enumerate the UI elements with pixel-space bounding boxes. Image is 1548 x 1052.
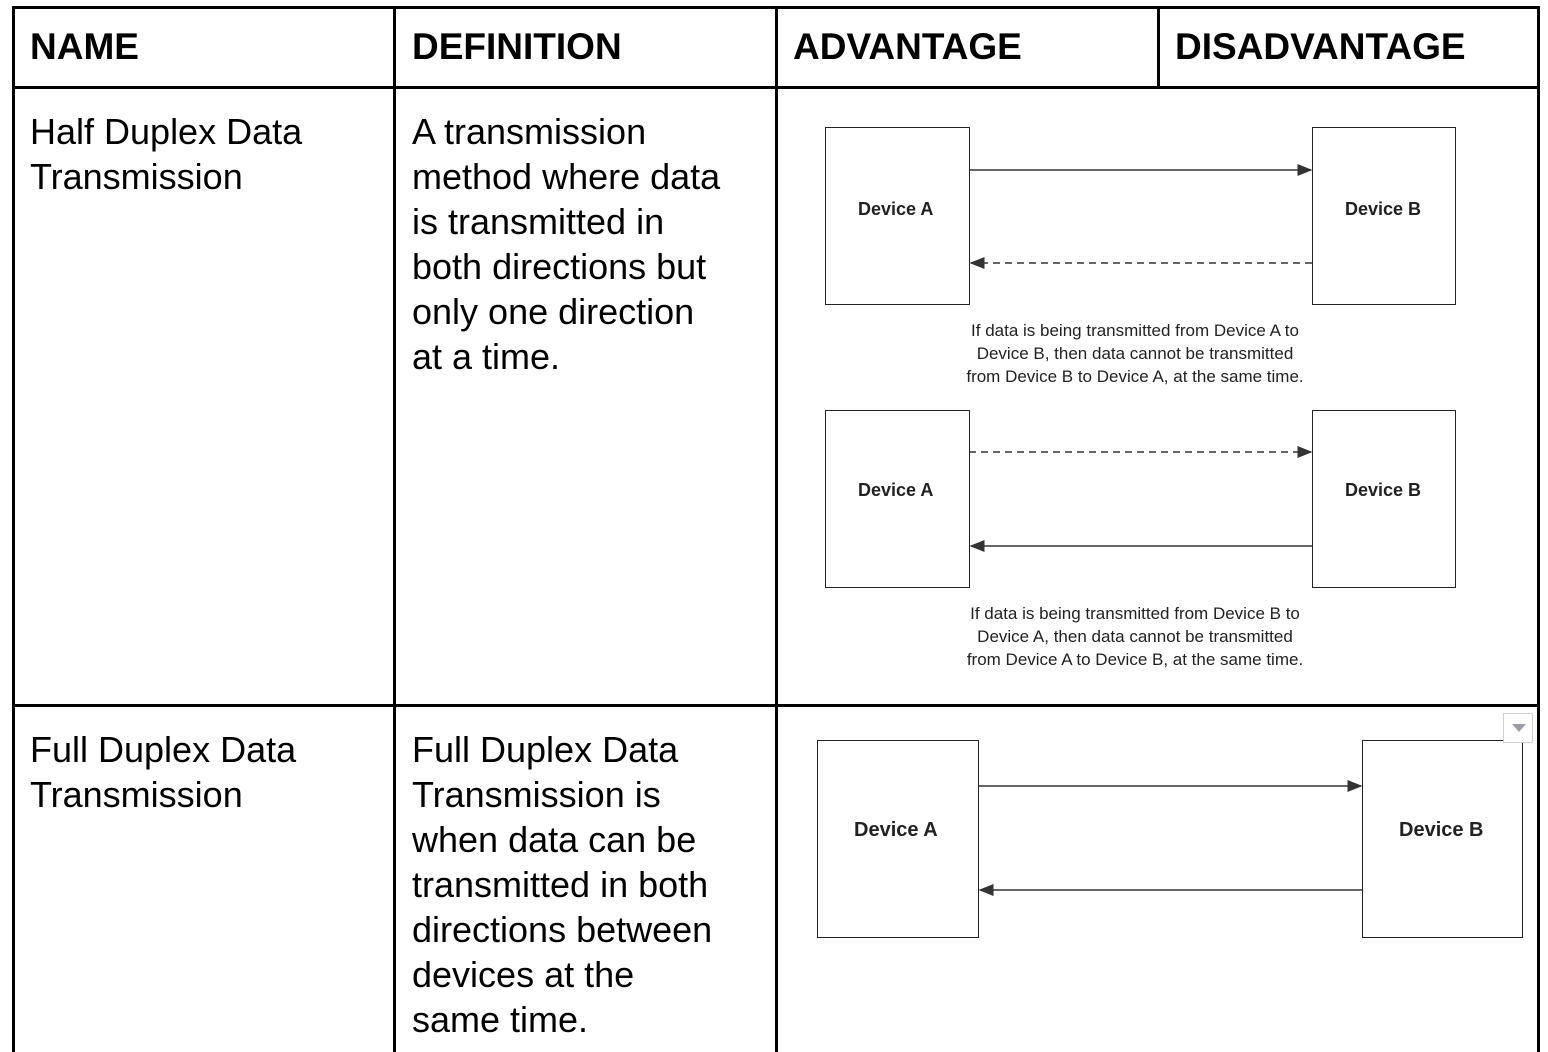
- text-line: at a time.: [412, 336, 561, 377]
- device-b-label: Device B: [1345, 480, 1422, 500]
- text-line: both directions but: [412, 246, 707, 287]
- caption-line: If data is being transmitted from Device A to: [971, 321, 1299, 340]
- caption-line: Device B, then data cannot be transmitted: [976, 344, 1294, 363]
- row-definition-half-duplex: [412, 109, 720, 379]
- caption-line: Device A, then data cannot be transmitted: [977, 627, 1293, 646]
- text-line: when data can be: [412, 819, 697, 860]
- row-name-half-duplex: [30, 109, 302, 199]
- text-line: directions between: [412, 909, 713, 950]
- device-a-label: Device A: [858, 480, 934, 500]
- text-line: Transmission is: [412, 774, 661, 815]
- chevron-down-icon: [1512, 724, 1526, 732]
- text-line: same time.: [412, 999, 589, 1040]
- text-line: devices at the: [412, 954, 635, 995]
- text-line: method where data: [412, 156, 721, 197]
- text-line: Full Duplex Data: [30, 729, 297, 770]
- text-line: A transmission: [412, 111, 647, 152]
- caption-line: from Device B to Device A, at the same time.: [966, 367, 1304, 386]
- image-options-button[interactable]: [1503, 713, 1533, 743]
- row-definition-full-duplex: [412, 727, 712, 1042]
- table-border-right: [1537, 6, 1540, 1052]
- text-line: is transmitted in: [412, 201, 665, 242]
- diagram-caption: [925, 319, 1345, 388]
- device-b-label: Device B: [1399, 819, 1484, 841]
- header-definition: DEFINITION: [412, 26, 622, 67]
- text-line: Half Duplex Data: [30, 111, 303, 152]
- half-duplex-diagram-image[interactable]: [780, 100, 1530, 700]
- diagram-caption: [925, 602, 1345, 671]
- text-line: Transmission: [30, 156, 243, 197]
- caption-line: If data is being transmitted from Device B to: [970, 604, 1300, 623]
- text-line: Full Duplex Data: [412, 729, 679, 770]
- header-advantage: ADVANTAGE: [793, 26, 1022, 67]
- column-divider-advantage: [1157, 6, 1160, 89]
- header-name: NAME: [30, 26, 139, 67]
- device-b-label: Device B: [1345, 199, 1422, 219]
- device-a-label: Device A: [854, 819, 938, 841]
- caption-line: from Device A to Device B, at the same time.: [966, 650, 1304, 669]
- header-disadvantage: DISADVANTAGE: [1175, 26, 1466, 67]
- column-divider-name: [393, 6, 396, 1052]
- table-border-left: [12, 6, 15, 1052]
- column-divider-definition: [775, 6, 778, 1052]
- text-line: transmitted in both: [412, 864, 709, 905]
- text-line: only one direction: [412, 291, 695, 332]
- row-name-full-duplex: [30, 727, 296, 817]
- text-line: Transmission: [30, 774, 243, 815]
- device-a-label: Device A: [858, 199, 934, 219]
- full-duplex-diagram-image[interactable]: [780, 715, 1530, 1045]
